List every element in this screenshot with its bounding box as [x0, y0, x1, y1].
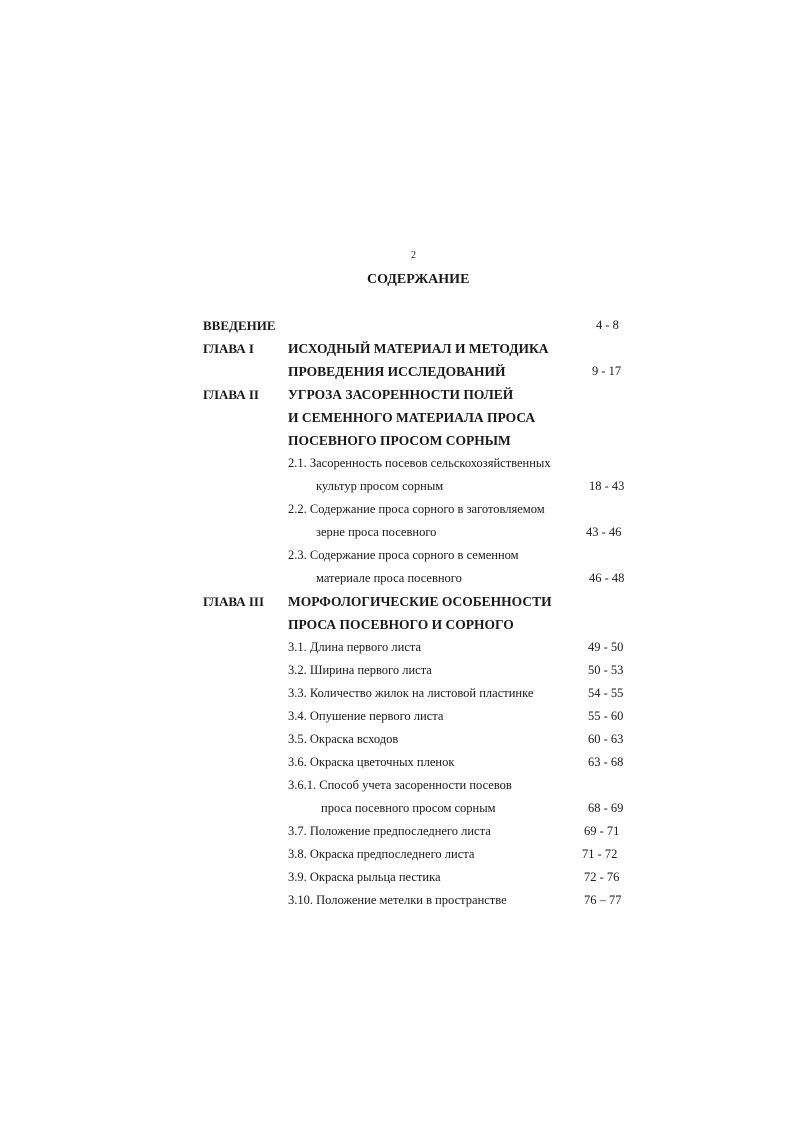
chapter1-label: ГЛАВА I	[203, 341, 254, 356]
chapter1-title-line1: ИСХОДНЫЙ МАТЕРИАЛ И МЕТОДИКА	[288, 341, 549, 356]
section-3-10-pages: 76 – 77	[584, 893, 622, 907]
section-2-3-line2: материале проса посевного	[316, 571, 462, 585]
section-2-1-pages: 18 - 43	[589, 479, 625, 493]
section-3-6-pages: 63 - 68	[588, 755, 624, 769]
page-number: 2	[411, 250, 416, 261]
section-3-4-pages: 55 - 60	[588, 709, 624, 723]
section-3-3: 3.3. Количество жилок на листовой пластинке	[288, 686, 534, 700]
section-3-10: 3.10. Положение метелки в пространстве	[288, 893, 507, 907]
section-3-6-1-pages: 68 - 69	[588, 801, 624, 815]
page-title: СОДЕРЖАНИЕ	[367, 272, 470, 287]
section-2-3-pages: 46 - 48	[589, 571, 625, 585]
section-3-5-pages: 60 - 63	[588, 732, 624, 746]
section-3-6: 3.6. Окраска цветочных пленок	[288, 755, 455, 769]
section-2-1-line2: культур просом сорным	[316, 479, 444, 493]
chapter2-title-line3: ПОСЕВНОГО ПРОСОМ СОРНЫМ	[288, 433, 511, 448]
section-3-2: 3.2. Ширина первого листа	[288, 663, 432, 677]
section-3-9: 3.9. Окраска рыльца пестика	[288, 870, 441, 884]
chapter2-label: ГЛАВА II	[203, 387, 259, 402]
section-3-4: 3.4. Опушение первого листа	[288, 709, 444, 723]
section-3-6-1-line1: 3.6.1. Способ учета засоренности посевов	[288, 778, 512, 792]
chapter3-label: ГЛАВА III	[203, 594, 265, 609]
section-3-8: 3.8. Окраска предпоследнего листа	[288, 847, 475, 861]
intro-pages: 4 - 8	[596, 318, 619, 332]
intro-label: ВВЕДЕНИЕ	[203, 318, 276, 333]
section-2-1-line1: 2.1. Засоренность посевов сельскохозяйственных	[288, 456, 551, 470]
section-3-7: 3.7. Положение предпоследнего листа	[288, 824, 491, 838]
section-2-2-line2: зерне проса посевного	[316, 525, 437, 539]
section-3-3-pages: 54 - 55	[588, 686, 624, 700]
section-2-2-pages: 43 - 46	[586, 525, 622, 539]
section-2-3-line1: 2.3. Содержание проса сорного в семенном	[288, 548, 519, 562]
section-2-2-line1: 2.2. Содержание проса сорного в заготовляемом	[288, 502, 545, 516]
section-3-9-pages: 72 - 76	[584, 870, 620, 884]
chapter2-title-line1: УГРОЗА ЗАСОРЕННОСТИ ПОЛЕЙ	[288, 387, 514, 402]
chapter3-title-line1: МОРФОЛОГИЧЕСКИЕ ОСОБЕННОСТИ	[288, 594, 552, 609]
section-3-2-pages: 50 - 53	[588, 663, 624, 677]
chapter1-title-line2: ПРОВЕДЕНИЯ ИССЛЕДОВАНИЙ	[288, 364, 506, 379]
chapter1-pages: 9 - 17	[592, 364, 622, 378]
section-3-5: 3.5. Окраска всходов	[288, 732, 399, 746]
chapter3-title-line2: ПРОСА ПОСЕВНОГО И СОРНОГО	[288, 617, 514, 632]
chapter2-title-line2: И СЕМЕННОГО МАТЕРИАЛА ПРОСА	[288, 410, 536, 425]
section-3-6-1-line2: проса посевного просом сорным	[321, 801, 496, 815]
section-3-1-pages: 49 - 50	[588, 640, 624, 654]
section-3-8-pages: 71 - 72	[582, 847, 618, 861]
section-3-1: 3.1. Длина первого листа	[288, 640, 422, 654]
section-3-7-pages: 69 - 71	[584, 824, 620, 838]
